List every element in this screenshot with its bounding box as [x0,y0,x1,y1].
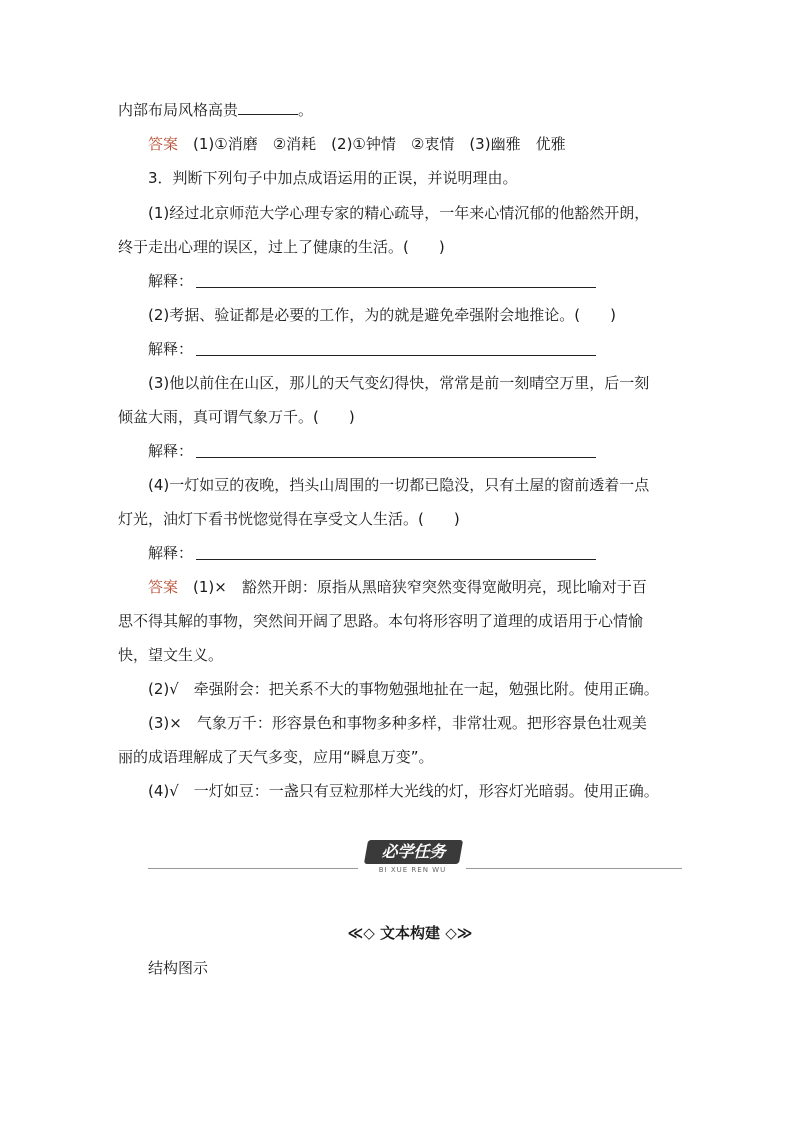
answer-3-line-5: (3)× 气象万千：形容景色和事物多种多样，非常壮观。把形容景色壮观美 [148,714,647,732]
answer-3-line-1 [148,577,647,597]
q2-tail-end: 。 [298,101,314,119]
answer-3-line-3: 快，望文生义。 [118,646,224,664]
q3-item-1-line-2: 终于走出心理的误区，过上了健康的生活。( ) [118,238,445,256]
answer-3-line-6: 丽的成语理解成了天气多变，应用“瞬息万变”。 [118,748,434,766]
section-right-deco: ◇≫ [445,924,473,942]
explain-input-line [196,559,596,560]
divider-right [466,868,682,869]
answer-3-line-2: 思不得其解的事物，突然间开阔了思路。本句将形容明了道理的成语用于心情愉 [118,612,644,630]
q3-item-3-line-2: 倾盆大雨，真可谓气象万千。( ) [118,408,355,426]
q2-tail-line [118,100,313,120]
section-title: 文本构建 [379,924,440,942]
explain-input-line [196,457,596,458]
answer-3-line-4: (2)√ 牵强附会：把关系不大的事物勉强地扯在一起，勉强比附。使用正确。 [148,680,659,698]
divider-left [148,868,358,869]
q3-item-4-line-2: 灯光，油灯下看书恍惚觉得在享受文人生活。( ) [118,510,460,528]
banner-title: 必学任务 [381,842,446,861]
answer-3-line-7: (4)√ 一灯如豆：一盏只有豆粒那样大光线的灯，形容灯光暗弱。使用正确。 [148,782,659,800]
q3-item-3-line-1: (3)他以前住在山区，那儿的天气变幻得快，常常是前一刻晴空万里，后一刻 [148,374,650,392]
explain-label: 解释： [148,544,194,562]
structure-label: 结构图示 [148,959,209,977]
q3-item-2-line-1: (2)考据、验证都是必要的工作，为的就是避免牵强附会地推论。( ) [148,306,616,324]
answer-text: (1)①消磨 ②消耗 (2)①钟情 ②衷情 (3)幽雅 优雅 [193,135,566,153]
banner-subtitle: BI XUE REN WU [378,866,447,874]
explain-input-line [196,355,596,356]
answer-label: 答案 [148,578,179,596]
section-left-deco: ≪◇ [347,924,375,942]
answer-2 [148,134,566,154]
fill-blank [238,100,298,115]
explain-label: 解释： [148,272,194,290]
q2-tail-text: 内部布局风格高贵 [118,101,239,119]
answer-3-text-1: (1)× 豁然开朗：原指从黑暗狭窄突然变得宽敞明亮，现比喻对于百 [193,578,647,596]
q3-item-1-line-1: (1)经过北京师范大学心理专家的精心疏导，一年来心情沉郁的他豁然开朗， [148,204,650,222]
explain-input-line [196,287,596,288]
question-3-stem: 3．判断下列句子中加点成语运用的正误，并说明理由。 [148,169,518,187]
explain-label: 解释： [148,442,194,460]
explain-label: 解释： [148,340,194,358]
answer-label: 答案 [148,135,179,153]
section-title-row [330,922,490,943]
q3-item-4-line-1: (4)一灯如豆的夜晚，挡头山周围的一切都已隐没，只有土屋的窗前透着一点 [148,476,650,494]
